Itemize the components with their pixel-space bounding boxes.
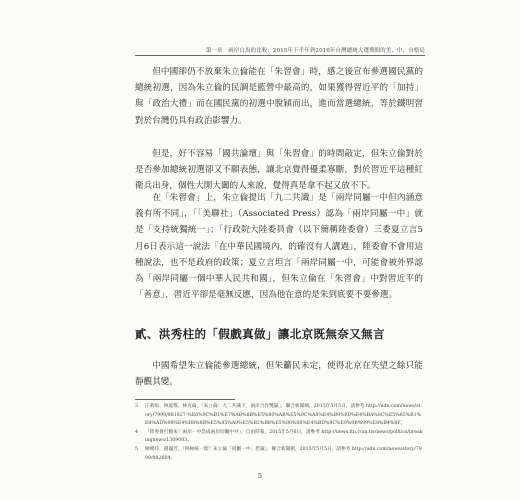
footnote-text: 「陸委會打臉朱！兩岸一中恐成兩岸同屬中共」，自由時報，2015年5月6日，請參考 http://news.ltn.com.tw/news/politics/breakingnews/1309003。 [145,429,423,444]
footnote-number: 4 [135,429,138,435]
footnote [135,429,423,446]
footnote-number: 5 [135,446,138,452]
footnote [135,446,423,463]
body-paragraph-2 [135,146,423,195]
page-number: 5 [257,472,263,480]
running-header: 第一章 兩岸白馬的比較：2015年下半年到2016年台灣總統大選期間的美、中、台格局 [205,48,425,54]
section-heading: 貳、洪秀柱的「假戲真做」讓北京既無奈又無言 [135,327,385,341]
paragraph-text: 中國希望朱立倫能參選總統，但朱籲民未定，使得北京在失望之餘只能靜觀其變。 [135,361,423,388]
footnote-rule [135,399,235,400]
header-rule [135,55,425,56]
footnote-number: 3 [135,404,138,409]
footnote-text: 汪莉絹、林庭瑤、林克倫，「朱立倫：九二共識下，兩岸合作雙贏」，聯合新聞網，2015年5月5日，請參考 http://udn.com/news/story/7990/881827-%E6%9C%B1%E7%AB%8B%E5%80%AB%E5%9C%A8%E4%B9%9D%E4%BA%8C%E5%85%B1%E8%AD%98%E4%B8%8B%E5%85%A9%E5%B2%B8%E5%90%88%E4%BD%9C%E9%9B%99%E8%B4%8F。 [145,404,422,427]
paragraph-text: 但是，好不容易「國共論壇」與「朱習會」的時間敲定，但朱立倫對於是否參加總統初選卻又不願表態，讓北京覺得優柔寡斷，對於習近平這種紅衛兵出身，個性大開大闔的人來說，覺得真是拿不起又放不下。 [135,149,423,192]
footnotes [135,403,423,463]
footnote [135,403,423,429]
body-paragraph-4 [135,358,423,390]
body-paragraph-1 [135,64,423,129]
paragraph-text: 但中國卻仍不放棄朱立倫能在「朱習會」時，感之後宣布參選國民黨的總統初選，因為朱立倫的民調是藍營中最高的，如果獲得習近平的「加持」與「政治大禮」而在國民黨的初選中脫穎而出，進而當選總統，等於鐵明習對於台灣仍具有政治影響力。 [135,67,423,126]
paragraph-text: 在「朱習會」上，朱立倫提出「九二共識」是「兩岸同屬一中但內涵意義有所不同」，「「美聯社」（Associated Press）認為「兩岸同屬一中」就是「支持統獨統一」；「行政院大陸委員會（以下簡稱陸委會）三委夏立言5月6日表示這一說法「在中華民國境內，的確沒有人講過」，陸委會不會用這種說法，也不是政府的政策；夏立言坦言「兩岸同屬一中，可能會被外界認為「兩岸同屬一個中華人民共和國」，但朱立倫在「朱習會」中對習近平的「善意」，習近平卻是毫無反應，因為他在意的是朱到底要不要參選。 [135,193,423,301]
footnote-text: 陳曉玲、趙巍芳，「終極統一派？朱立倫「同屬一中」惹議」，聯合新聞網，2015年5月5日，請參考 http://udn.com/news/story/7990/882604。 [145,446,422,461]
body-paragraph-3 [135,190,423,303]
